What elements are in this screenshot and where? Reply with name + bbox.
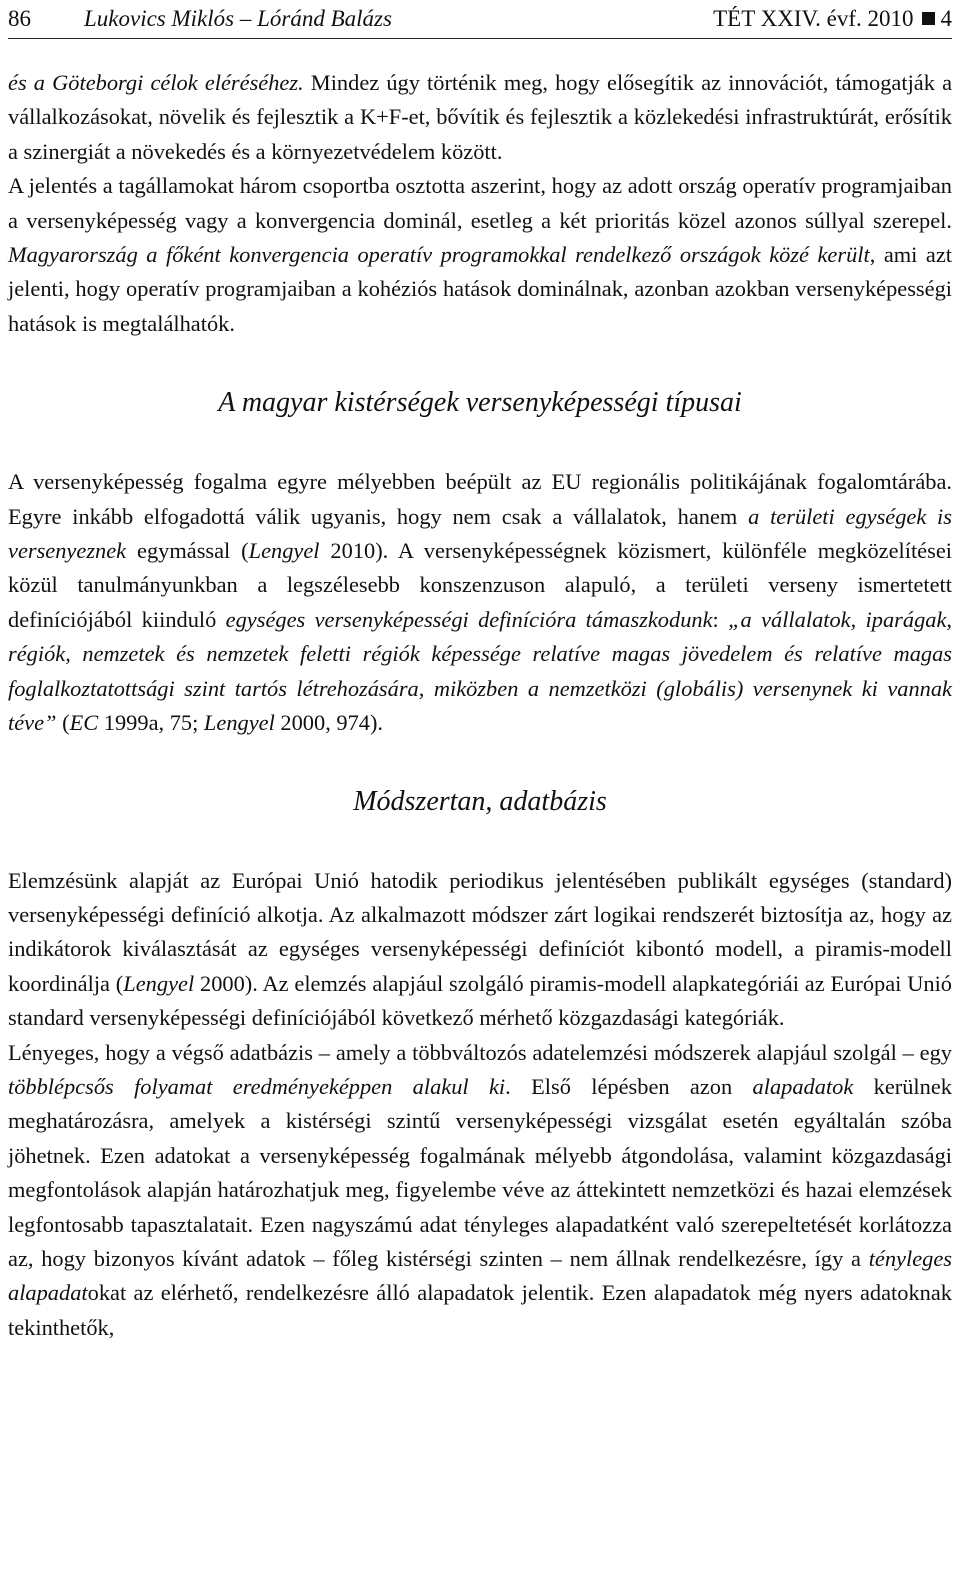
section-heading: Módszertan, adatbázis [353,785,607,817]
italic-text: Lengyel [123,970,195,996]
square-bullet-icon [922,12,935,25]
text-run: Mindez úgy történik meg, hogy elősegítik az innovációt, támogatják a vállalkozásokat, növelik és fejlesztik a K+F-et, bővítik és fejlesztik a közlekedési infrastruktúrát, erősítik a szinergiát a növekedés és a környezetvédelem között. [8,70,953,164]
text-run: Lényeges, hogy a végső adatbázis – amely a többváltozós adatelemzési módszerek alapjául szolgál – egy [8,1039,952,1065]
italic-text: Lengyel [248,538,320,564]
text-run: . Első lépésben azon [505,1073,753,1099]
running-header [8,2,952,39]
text-run: A versenyképesség fogalma egyre mélyebben beépült az EU regionális politikájának fogalomtárába. Egyre inkább elfogadottá válik ugyanis, hogy nem csak a vállalatok, hanem [8,469,952,529]
header-authors: Lukovics Miklós – Lóránd Balázs [84,6,392,31]
italic-text: egységes versenyképességi definícióra támaszkodunk [225,606,713,632]
text-run: : [712,606,729,632]
italic-text: Magyarország a főként konvergencia operatív programokkal rendelkező országok közé került [8,242,870,268]
italic-text: tényleges alapadat [8,1245,952,1306]
text-run: A jelentés a tagállamokat három csoportba osztotta aszerint, hogy az adott ország operatív programjaiban a versenyképesség vagy a konvergencia dominál, esetleg a két prioritás közel azonos súllyal szerepel. [8,173,952,233]
body-paragraph [8,864,952,1036]
issue-number: 4 [940,6,952,31]
text-run: , ami azt jelenti, hogy operatív programjaiban a kohéziós hatások dominálnak, azonban azokban versenyképességi hatások is megtalálhatók. [8,242,953,336]
body-paragraph [8,1036,952,1346]
text-run: Elemzésünk alapját az Európai Unió hatodik periodikus jelentésében publikált egységes (standard) versenyképességi definíció alkotja. Az alkalmazott módszer zárt logikai rendszerét biztosítja az, hogy az indikátorok kiválasztását az egységes versenyképességi definíciót kibontó modell, a piramis-modell koordinálja ( [8,867,952,996]
text-run: kerülnek meghatározásra, amelyek a kistérségi szintű versenyképességi vizsgálat esetén egyáltalán szóba jöhetnek. Ezen adatokat a versenyképesség fogalmának mélyebb átgondolása, valamint közgazdasági megfontolások alapján határozhatjuk meg, figyelembe véve az áttekintett nemzetközi és hazai elemzések legfontosabb tapasztalatait. Ezen nagyszámú adat tényleges alapadatként való szerepeltetését korlátozza az, hogy bizonyos kívánt adatok – főleg kistérségi szinten – nem állnak rendelkezésre, így a [8,1073,952,1271]
text-run: 2000). Az elemzés alapjául szolgáló piramis-modell alapkategóriái az Európai Unió standard versenyképességi definíciójából következő mérhető közgazdasági kategóriák. [8,970,953,1031]
text-run: ( [56,710,70,736]
body-paragraph [8,169,952,341]
italic-text: többlépcsős folyamat eredményeképpen alakul ki [8,1073,506,1099]
section-heading: A magyar kistérségek versenyképességi típusai [218,387,742,419]
italic-text: EC [69,710,99,736]
journal-name: TÉT XXIV. évf. 2010 [713,6,914,31]
text-run: egymással ( [126,538,249,564]
body-paragraph [8,465,952,740]
text-run: okat az elérhető, rendelkezésre álló alapadatok jelentik. Ezen alapadatok még nyers adatoknak tekinthetők, [8,1280,952,1340]
body-text [8,66,952,1345]
text-run: 1999a, 75; [98,710,204,736]
page-number: 86 [8,6,31,31]
italic-text: alapadatok [752,1073,854,1099]
text-run: 2000, 974). [274,710,384,736]
italic-text: és a Göteborgi célok eléréséhez. [8,70,304,95]
italic-text: Lengyel [203,710,275,736]
text-run: 2010). A versenyképességnek közismert, különféle megközelítései közül tanulmányunkban a legszélesebb konszenzuson alapuló, a területi verseny ismertetett definíciójából kiinduló [8,538,952,632]
header-journal [713,2,952,36]
italic-text: „a vállalatok, iparágak, régiók, nemzetek és nemzetek feletti régiók képessége relatíve magas jövedelem és relatíve magas foglalkoztatottsági szint tartós létrehozására, miközben a nemzetközi (globális) versenynek ki vannak téve” [8,606,952,736]
body-paragraph [8,66,952,169]
italic-text: a területi egységek is versenyeznek [8,503,952,564]
